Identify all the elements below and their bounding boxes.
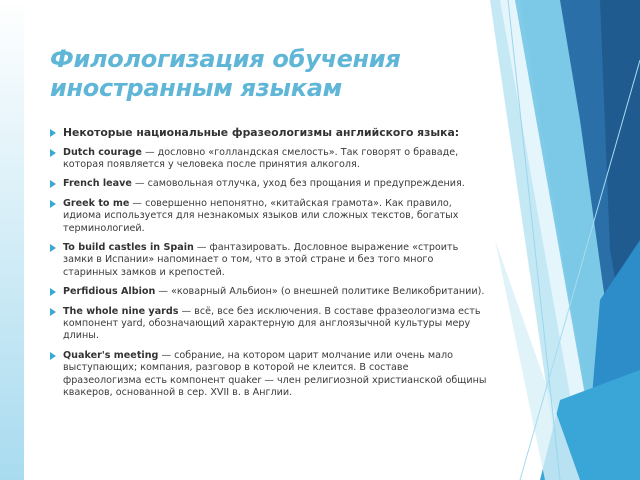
bullet-list [50, 126, 490, 407]
bullet-arrow-icon [50, 288, 56, 296]
idiom-term: Quaker's meeting [63, 349, 159, 361]
idiom-definition: — самовольная отлучка, уход без прощания и предупреждения. [131, 178, 465, 190]
list-item [50, 306, 490, 343]
heading-text: Некоторые национальные фразеологизмы английского языка: [63, 126, 460, 139]
bullet-arrow-icon [50, 244, 56, 252]
bullet-arrow-icon [50, 352, 56, 360]
list-item [50, 178, 490, 190]
idiom-term: Greek to me [63, 197, 130, 209]
list-item [50, 242, 490, 279]
idiom-definition: — «коварный Альбион» (о внешней политике Великобритании). [155, 286, 485, 298]
idiom-definition: — совершенно непонятно, «китайская грамота». Как правило, идиома используется для незнакомых языков или сложных текстов, богатых терминологией. [63, 197, 459, 234]
bullet-arrow-icon [50, 180, 56, 188]
idiom-definition: — фантазировать. Дословное выражение «строить замки в Испании» напоминает о том, что в этой стране и без того много старинных замков и крепостей. [63, 242, 459, 278]
idiom-term: To build castles in Spain [63, 242, 194, 254]
list-heading [50, 126, 490, 140]
slide-title: Филологизация обучения иностранным языкам [50, 45, 401, 102]
idiom-term: Perfidious Albion [63, 286, 156, 298]
bullet-arrow-icon [50, 129, 56, 137]
bullet-arrow-icon [50, 149, 56, 157]
idiom-term: Dutch courage [63, 146, 142, 158]
list-item [50, 350, 490, 400]
idiom-definition: — всё, все без исключения. В составе фразеологизма есть компонент yard, обозначающий характерную для англоязычной культуры меру длины. [63, 305, 481, 342]
list-item [50, 286, 490, 298]
bullet-arrow-icon [50, 200, 56, 208]
bullet-arrow-icon [50, 308, 56, 316]
idiom-definition: — дословно «голландская смелость». Так говорят о браваде, которая появляется у человека после принятия алкоголя. [63, 146, 459, 170]
list-item [50, 198, 490, 235]
list-item [50, 147, 490, 172]
idiom-term: The whole nine yards [63, 305, 179, 317]
idiom-term: French leave [63, 178, 132, 190]
idiom-definition: — собрание, на котором царит молчание или очень мало выступающих; компания, разговор в которой не клеится. В составе фразеологизма есть компонент quaker — член религиозной христианской общины квакеров, основанной в сер. XVII в. в Англии. [63, 349, 487, 399]
